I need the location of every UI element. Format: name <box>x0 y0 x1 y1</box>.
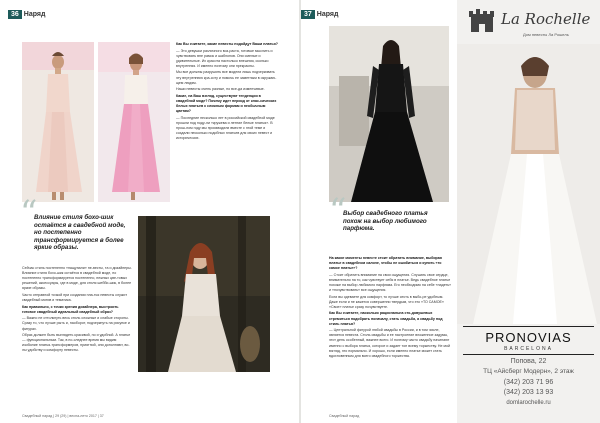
question-text: На какие моменты невесте стоит обратить внимание, выбирая платье в свадебном салоне, чтобы не ошибиться и купить «то самое платье»? <box>329 256 442 271</box>
answer-text: Мы все должны разрушить все модели лишь подчеркивать эту внутреннюю кра-соту и помочь ее заметным в окружаю-щем людям. <box>176 70 277 85</box>
photo-model-pink <box>98 42 170 202</box>
right-page <box>301 0 600 423</box>
answer-text: — Это девушки различного воз-раста, готовые мыслить и чувствовать вне рамок и шаблонов. Они смелые и удивительные. Их красота настолько внешняя, сколько внутренняя. И именно поэтому они прекрасны. <box>176 48 273 68</box>
page-header <box>301 9 338 20</box>
phone-2: (342) 203 13 93 <box>503 389 554 396</box>
pronovias-city: BARCELONA <box>504 346 553 352</box>
pull-quote: Выбор свадебного платья похож на выбор любимого парфюма. <box>343 210 428 233</box>
address-street: Попова, 22 <box>510 358 547 365</box>
answer-text: — Важно не оттолкнуть весь стиль сложные и слабые стороны. Сразу то, что лучше рыть и, наоборот, подчеркнуть на рисунке и фигурах. <box>22 316 130 331</box>
answer-text: — Стоит обратить внимание на свои ощущения. Слушать свое сердце, внимательно на то, как чувствует себя в платье. Ведь свадебное платье похоже на выбор любимого парфюма. Его необходимо на себе «надеть» и «почувствовать» все ощущения. <box>329 272 452 293</box>
left-page <box>0 0 299 423</box>
brand-name: La Rochelle <box>501 10 591 28</box>
answer-text: Сейчас стиль постепенно «нащупали» не-весты, та и дизайнеры. Влияние стиля бохо-шик остаётся в свадебной моде, но постепенно трансформируется постепенно, нежных цве-товых решений, аксессуары, где в моде, для стиля шебби-шик, в более яркие образы. <box>22 266 132 291</box>
page-number: 36 <box>8 10 22 19</box>
interview-column-bottom <box>22 266 132 355</box>
section-title: Наряд <box>23 11 46 18</box>
divider <box>463 354 594 355</box>
question-text: Как Вы считаете, насколько рациональна сто-довушевых стремиться подобрать поначалу, стать свадьба, а свадьбу под стиль платья? <box>329 311 443 326</box>
page-number: 37 <box>301 10 315 19</box>
interview-column-top <box>176 42 278 143</box>
brand-tagline: Дом невесты Ла Рошель <box>523 32 569 37</box>
page-header <box>8 9 45 20</box>
section-title: Наряд <box>316 11 339 18</box>
answer-text: Образ должен быть выглядеть красивой, но и удобной. А платье — функциональным. Так, в по-следнее время мы видим изобилие платья-трансформеров, приятной, они дополняют, во-лы удобству и комфорту невесты. <box>22 333 131 353</box>
photo-model-forest <box>138 216 270 372</box>
photo-model-boho <box>22 42 94 202</box>
question-text: Как правильно, с точки зрения дизайнера, выстроить готовое свадебный идеальный свадебный образ? <box>22 304 119 314</box>
quote-mark-icon: “ <box>329 191 347 231</box>
pronovias-logo: PRONOVIAS <box>485 330 572 345</box>
divider <box>463 326 594 327</box>
photo-model-black-dress <box>329 26 449 202</box>
answer-text: Часто отправной точкой при создании пла-тья невесты служит свадебный мотив и тематика. <box>22 292 127 303</box>
quote-mark-icon: “ <box>20 193 38 233</box>
pull-quote: Влияние стиля бохо-шик остаётся в свадебной моде, но постепенно трансформируется в более яркие образы. <box>34 214 126 252</box>
interview-column <box>329 256 453 360</box>
question-text: Какие, на Ваш взгляд, существуют тенденции в свадебной моде? Почему идет период от клас-сических белых платьев к сложным формам и необычным цветам? <box>176 93 277 114</box>
la-rochelle-advertisement <box>457 0 600 423</box>
answer-text: — Центральной фигурой любой свадьбы в России, и в том числе, является невеста. Стиль свадьбы и ее настроение вложенное задумы, этот день особенный, важнее всего. И поэтому часто свадьбу начинают именно с выбора платья, которое и задает тон всему торжеству. Не мой взгляд, это нормально. И хорошо, если именно платье может стать вдохновенным для всего свадебного торжества. <box>329 328 450 358</box>
page-footer: Свадебный парад <box>329 414 360 418</box>
address-mall: ТЦ «Айсберг Модерн», 2 этаж <box>483 368 574 375</box>
answer-text: — Последние несколько лет в российской свадебной моде прошли под поду-ли «кружева и летние белые платья». В прош-лом году мы производили вместе с этой теме и создали несколько подобных платьев для своих невест и исторических. <box>176 115 275 141</box>
photo-bride-lace-dress <box>457 44 600 324</box>
page-footer: Свадебный парад | 29 (29) | весна-лето 2017 | 37 <box>22 414 104 418</box>
question-text: Как Вы считаете, какие невесты подойдут Ваши платья? <box>176 42 278 46</box>
answer-text: Наши невесты очень разные, но все-да изменчивые. <box>176 87 265 92</box>
phone-1: (342) 203 71 96 <box>503 379 554 386</box>
answer-text: Если вы одеваете для комфорт, то лучше сесть в выбо-ре удобным. Даже если и не кажется совершенно твердым, что это «ТО САМОЕ» «Свое» платье сразу почувствуете. <box>329 294 444 309</box>
website-link[interactable]: domlarochelle.ru <box>506 400 551 406</box>
